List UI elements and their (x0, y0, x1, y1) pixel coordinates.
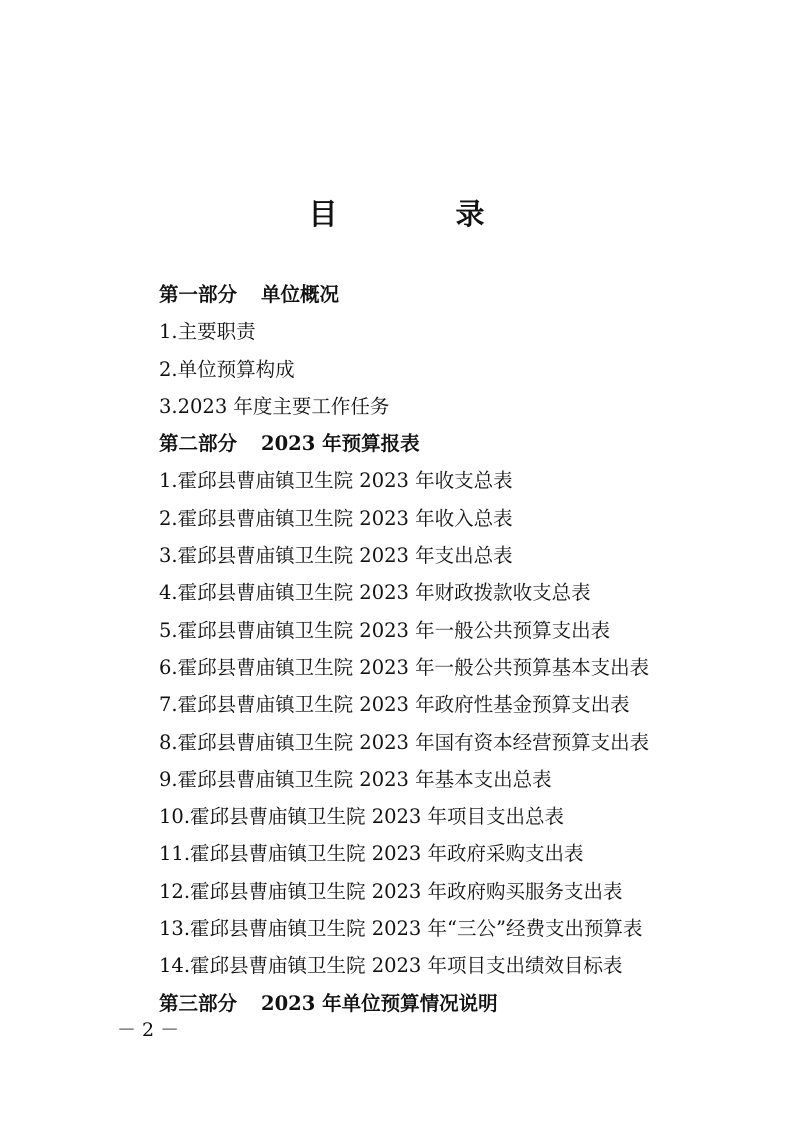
toc-item: 1.霍邱县曹庙镇卫生院 2023 年收支总表 (159, 469, 513, 493)
toc-item: 3.霍邱县曹庙镇卫生院 2023 年支出总表 (159, 544, 513, 568)
toc-part-3-title: 2023 年单位预算情况说明 (261, 991, 498, 1015)
toc-part-2-number: 第二部分 (159, 432, 238, 456)
toc-part-1 (159, 276, 649, 313)
toc-part-1-number: 第一部分 (159, 283, 238, 306)
toc-part-3-number: 第三部分 (159, 991, 238, 1015)
page-title: 目 录 (308, 197, 539, 231)
toc-part-1-title: 单位概况 (261, 283, 340, 306)
toc-item: 4.霍邱县曹庙镇卫生院 2023 年财政拨款收支总表 (159, 581, 591, 605)
toc-item: 14.霍邱县曹庙镇卫生院 2023 年项目支出绩效目标表 (159, 954, 623, 978)
page-number: － 2 － (117, 1019, 180, 1041)
toc-item: 3.2023 年度主要工作任务 (159, 394, 390, 418)
toc-item: 2.单位预算构成 (159, 357, 295, 381)
toc-item: 2.霍邱县曹庙镇卫生院 2023 年收入总表 (159, 506, 513, 530)
toc-item: 6.霍邱县曹庙镇卫生院 2023 年一般公共预算基本支出表 (159, 655, 650, 679)
toc-item: 13.霍邱县曹庙镇卫生院 2023 年“三公”经费支出预算表 (159, 917, 643, 941)
table-of-contents (159, 276, 649, 1022)
toc-item: 10.霍邱县曹庙镇卫生院 2023 年项目支出总表 (159, 805, 565, 829)
toc-item: 7.霍邱县曹庙镇卫生院 2023 年政府性基金预算支出表 (159, 693, 630, 717)
toc-item: 5.霍邱县曹庙镇卫生院 2023 年一般公共预算支出表 (159, 618, 611, 642)
toc-item: 8.霍邱县曹庙镇卫生院 2023 年国有资本经营预算支出表 (159, 730, 650, 754)
toc-part-2 (159, 425, 649, 462)
toc-item: 11.霍邱县曹庙镇卫生院 2023 年政府采购支出表 (159, 842, 584, 866)
toc-item: 9.霍邱县曹庙镇卫生院 2023 年基本支出总表 (159, 767, 552, 791)
toc-item: 1.主要职责 (159, 320, 256, 344)
toc-part-3 (159, 985, 649, 1022)
toc-item: 12.霍邱县曹庙镇卫生院 2023 年政府购买服务支出表 (159, 879, 623, 903)
toc-part-2-title: 2023 年预算报表 (261, 432, 420, 456)
